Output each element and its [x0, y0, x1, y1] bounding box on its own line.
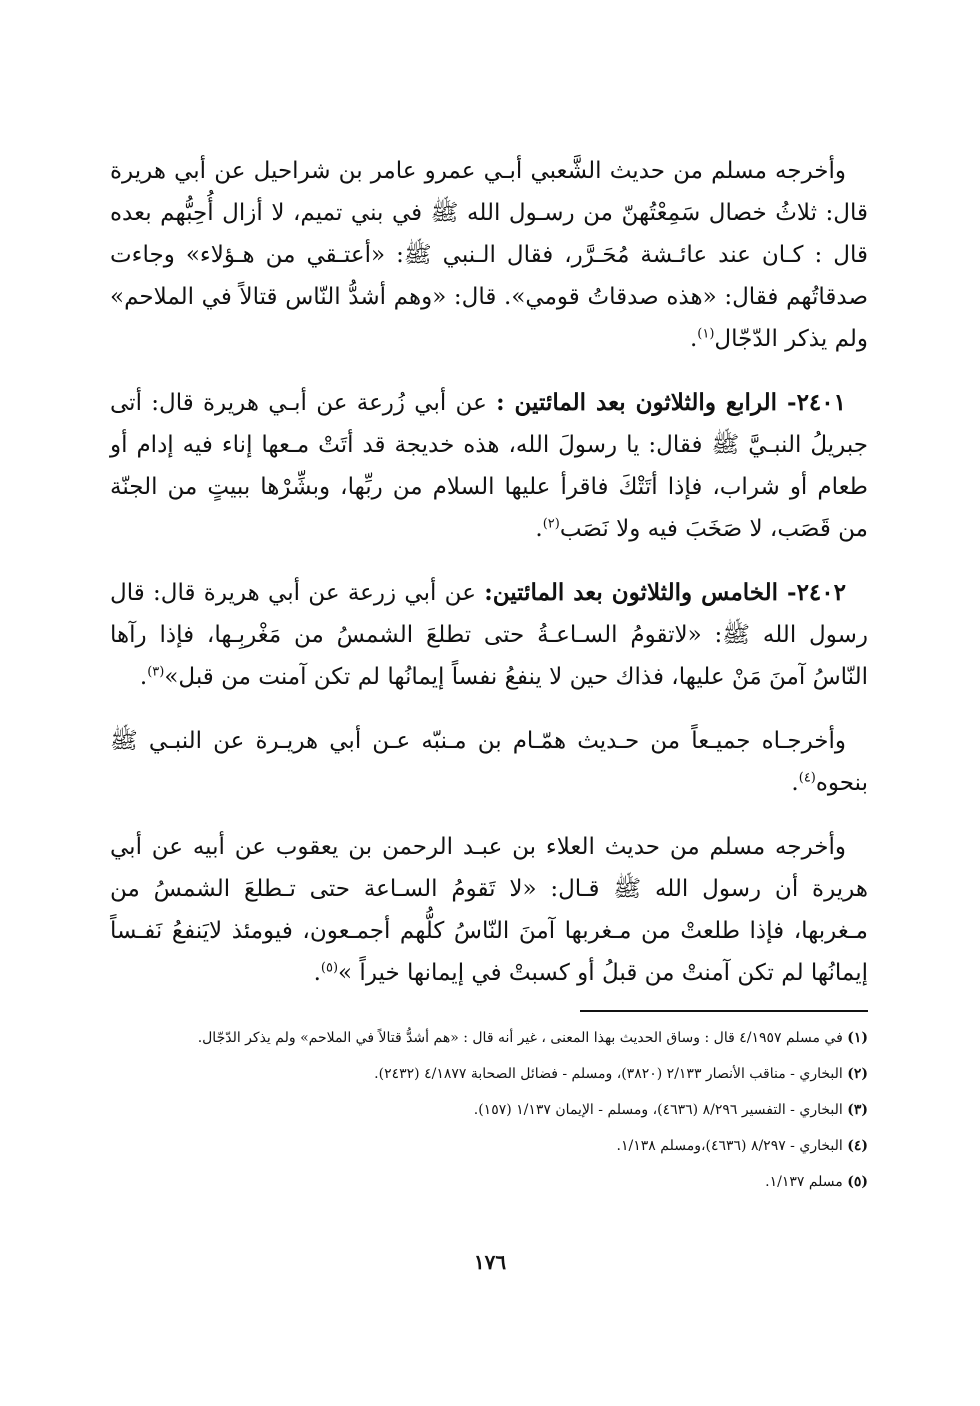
paragraph-text: عن أبي زُرعة عن أبـي هريرة قال: أتى جبريلُ النبـيَّ ﷺ فقال: يا رسولَ الله، هذه خديجة قد أتَتْ مـعها إناء فيه إدام أو طعام أو شراب، فإذا أتَتْكَ فاقرأ عليها السلام من ربِّها، وبشِّرْها ببيتٍ من الجنّة من قَصَب، لا صَخَبَ فيه ولا نَصَب — [110, 390, 868, 542]
footnote-5 — [110, 1164, 868, 1200]
footnote-ref[interactable]: (٢) — [542, 516, 560, 532]
footnote-text: البخاري - مناقب الأنصار ٢/١٣٣ (٣٨٢٠)، ومسلم - فضائل الصحابة ٤/١٨٧٧ (٢٤٣٢). — [374, 1066, 848, 1082]
paragraph-end: . — [791, 770, 799, 796]
footnote-number: (٥) — [847, 1174, 868, 1190]
footnote-number: (٤) — [847, 1138, 868, 1154]
paragraph-text: وأخرجـاه جميـعاً من حـديث همّـام بن مـنبّه عـن أبي هريـرة عن النبـي ﷺ بنحوه — [110, 728, 868, 796]
footnote-text: البخاري - ٨/٢٩٧ (٤٦٣٦)،ومسلم ١/١٣٨. — [616, 1138, 848, 1154]
footnote-text: في مسلم ٤/١٩٥٧ قال : وساق الحديث بهذا المعنى ، غير أنه قال : «هم أشدُّ قتالاً في الملاحم» ولم يذكر الدّجّال. — [197, 1030, 848, 1046]
footnote-2 — [110, 1056, 868, 1092]
footnote-text: البخاري - التفسير ٨/٢٩٦ (٤٦٣٦)، ومسلم - الإيمان ١/١٣٧ (١٥٧). — [473, 1102, 848, 1118]
paragraph-4 — [110, 720, 868, 804]
footnote-ref[interactable]: (٤) — [798, 770, 816, 786]
paragraph-5 — [110, 826, 868, 994]
paragraph-end: . — [313, 960, 321, 986]
footnote-number: (١) — [847, 1030, 868, 1046]
paragraph-text: وأخرجه مسلم من حديث العلاء بن عبـد الرحمن بن يعقوب عن أبيه عن أبي هريرة أن رسول الله ﷺ قـال: «لا تَقومُ السـاعة حتى تـطلعَ الشمسُ من مـغربها، فإذا طلعتْ من مـغربها آمنَ النّاسُ كلُّهم أجمـعون، فيومئذ لايَنفعُ نَفـساً إيمانُها لم تكن آمنتْ من قبلُ أو كسبتْ في إيمانها خيراً » — [110, 834, 868, 986]
main-text — [110, 150, 868, 1016]
footnote-text: مسلم ١/١٣٧. — [765, 1174, 848, 1190]
paragraph-end: . — [535, 516, 543, 542]
paragraph-end: . — [139, 664, 148, 690]
footnote-3 — [110, 1092, 868, 1128]
paragraph-end: . — [689, 326, 698, 352]
paragraph-3 — [110, 572, 868, 698]
paragraph-heading: ٢٤٠١- الرابع والثلاثون بعد المائتين : — [496, 389, 846, 416]
paragraph-1 — [110, 150, 868, 360]
page-number: ١٧٦ — [473, 1250, 507, 1274]
paragraph-heading: ٢٤٠٢- الخامس والثلاثون بعد المائتين: — [484, 579, 846, 606]
footnotes — [110, 1020, 868, 1200]
footnote-ref[interactable]: (٥) — [320, 960, 339, 976]
footnote-4 — [110, 1128, 868, 1164]
footnote-ref[interactable]: (١) — [697, 326, 715, 342]
paragraph-text: عن أبي زرعة عن أبي هريرة قال: قال رسول الله ﷺ: «لاتقومُ السـاعـةُ حتى تطلعَ الشمسُ من مَغْربِـها، فإذا رآها النّاسُ آمنَ مَنْ عليها، فذاك حين لا ينفعُ نفساً إيمانُها لم تكن آمنت من قبل» — [110, 580, 868, 690]
footnote-number: (٢) — [847, 1066, 868, 1082]
paragraph-2 — [110, 382, 868, 550]
footnote-divider — [580, 1010, 868, 1012]
footnote-ref[interactable]: (٣) — [147, 664, 165, 680]
footnote-1 — [110, 1020, 868, 1056]
footnote-number: (٣) — [847, 1102, 868, 1118]
paragraph-text: وأخرجه مسلم من حديث الشَّعبي أبـي عمرو عامر بن شراحيل عن أبي هريرة قال: ثلاثُ خصال سَمِعْتُهنّ من رسـول الله ﷺ في بني تميم، لا أزال أُحِبُّهم بعده قال : كـان عند عائـشة مُحَـرَّر، فقال الـنبي ﷺ: «أعتـقي من هـؤلاء» وجاءت صدقاتُهم فقال: «هذه صدقاتُ قومي». قال: «وهم أشدُّ النّاس قتالاً في الملاحم» ولم يذكر الدّجّال — [110, 158, 868, 352]
